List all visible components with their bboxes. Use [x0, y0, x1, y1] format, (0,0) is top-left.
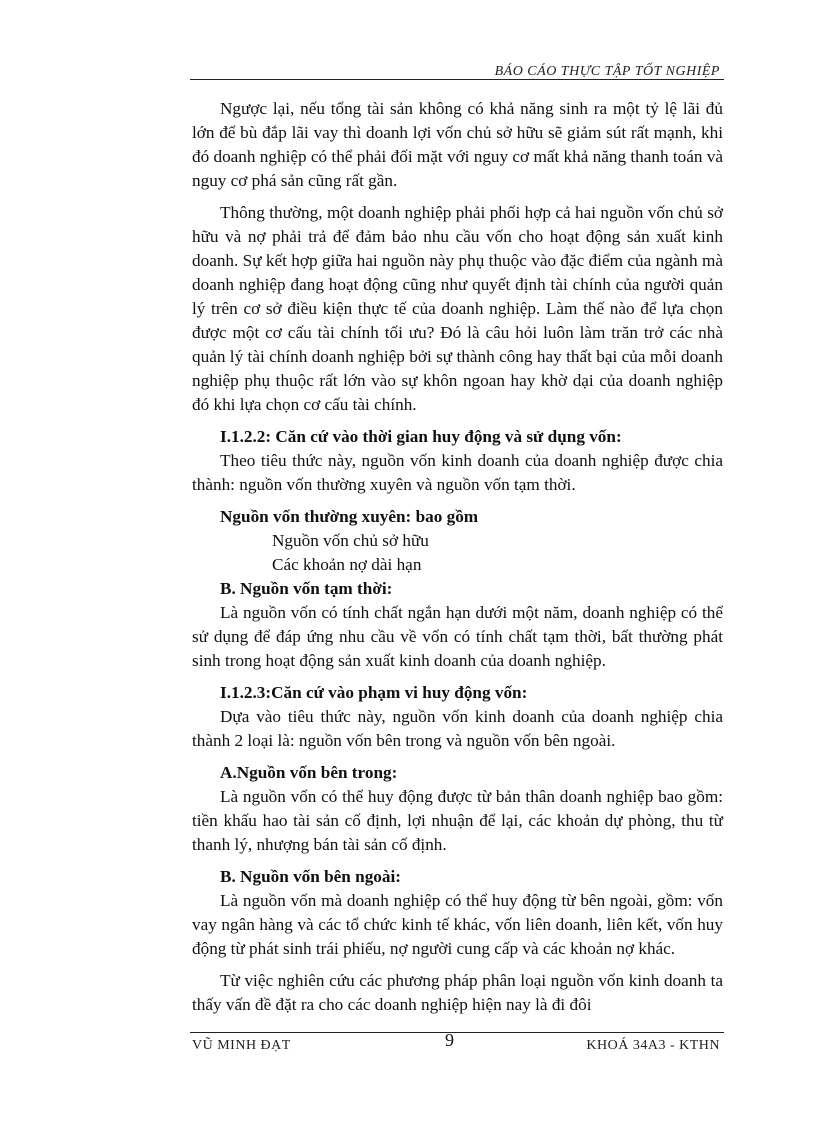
footer-author: VŨ MINH ĐẠT [192, 1038, 291, 1053]
paragraph-1: Ngược lại, nếu tổng tài sản không có khả năng sinh ra một tỷ lệ lãi đủ lớn để bù đắp lãi vay thì doanh lợi vốn chủ sở hữu sẽ giảm sút rất mạnh, khi đó doanh nghiệp có thể phải đối mặt với nguy cơ mất khả năng thanh toán và nguy cơ phá sản cũng rất gần. [192, 99, 723, 190]
header-title: BÁO CÁO THỰC TẬP TỐT NGHIỆP [494, 64, 720, 79]
list-item-von-chu-so-huu: Nguồn vốn chủ sở hữu [272, 531, 429, 550]
paragraph-8: Từ việc nghiên cứu các phương pháp phân loại nguồn vốn kinh doanh ta thấy vấn đề đặt ra cho các doanh nghiệp hiện nay là đi đôi [192, 971, 723, 1014]
heading-ben-trong: A.Nguồn vốn bên trong: [220, 763, 398, 782]
list-item-no-dai-han: Các khoản nợ dài hạn [272, 555, 422, 574]
heading-1-1-2-3: I.1.2.3:Căn cứ vào phạm vi huy động vốn: [220, 683, 528, 702]
paragraph-5: Dựa vào tiêu thức này, nguồn vốn kinh doanh của doanh nghiệp chia thành 2 loại là: nguồn vốn bên trong và nguồn vốn bên ngoài. [192, 707, 723, 750]
paragraph-4: Là nguồn vốn có tính chất ngắn hạn dưới một năm, doanh nghiệp có thể sử dụng để đáp ứng nhu cầu về vốn có tính chất tạm thời, bất thường phát sinh trong hoạt động sản xuất kinh doanh của doanh nghiệp. [192, 603, 723, 670]
header-rule [190, 79, 724, 80]
heading-thuong-xuyen: Nguồn vốn thường xuyên: bao gồm [220, 507, 479, 526]
page-number: 9 [445, 1030, 454, 1050]
paragraph-7: Là nguồn vốn mà doanh nghiệp có thể huy động từ bên ngoài, gồm: vốn vay ngân hàng và các tổ chức kinh tế khác, vốn liên doanh, liên kết, vốn huy động từ phát sinh trái phiếu, nợ người cung cấp và các khoản nợ khác. [192, 891, 723, 958]
heading-tam-thoi: B. Nguồn vốn tạm thời: [220, 579, 393, 598]
paragraph-2: Thông thường, một doanh nghiệp phải phối hợp cả hai nguồn vốn chủ sở hữu và nợ phải trả để đảm bảo nhu cầu vốn cho hoạt động sản xuất kinh doanh. Sự kết hợp giữa hai nguồn này phụ thuộc vào đặc điểm của ngành mà doanh nghiệp đang hoạt động cũng như quyết định tài chính của người quản lý trên cơ sở điều kiện thực tế của doanh nghiệp. Làm thế nào để lựa chọn được một cơ cấu tài chính tối ưu? Đó là câu hỏi luôn làm trăn trở các nhà quản lý tài chính doanh nghiệp bởi sự thành công hay thất bại của mỗi doanh nghiệp phụ thuộc rất lớn vào sự khôn ngoan hay khờ dại của doanh nghiệp đó khi lựa chọn cơ cấu tài chính. [192, 203, 723, 414]
heading-ben-ngoai: B. Nguồn vốn bên ngoài: [220, 867, 401, 886]
footer-rule [190, 1032, 724, 1033]
paragraph-6: Là nguồn vốn có thể huy động được từ bản thân doanh nghiệp bao gồm: tiền khấu hao tài sản cố định, lợi nhuận để lại, các khoản dự phòng, thu từ thanh lý, nhượng bán tài sản cố định. [192, 787, 723, 854]
body-text [192, 97, 723, 1017]
footer-course: KHOÁ 34A3 - KTHN [586, 1038, 720, 1053]
heading-1-1-2-2: I.1.2.2: Căn cứ vào thời gian huy động và sử dụng vốn: [220, 427, 622, 446]
paragraph-3: Theo tiêu thức này, nguồn vốn kinh doanh của doanh nghiệp được chia thành: nguồn vốn thường xuyên và nguồn vốn tạm thời. [192, 451, 723, 494]
